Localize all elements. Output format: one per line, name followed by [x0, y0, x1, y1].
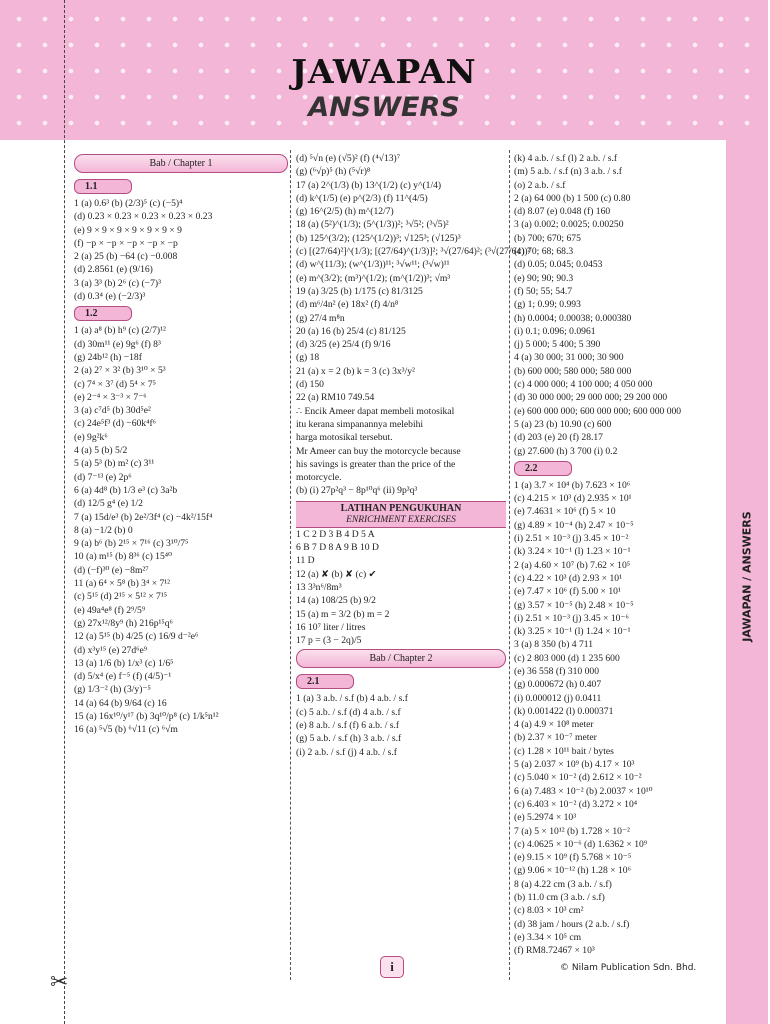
answer-line: 10 (a) m¹⁵ (b) 8³⁶ (c) 15⁴⁰ [74, 551, 172, 563]
answer-line: (i) 2 a.b. / s.f (j) 4 a.b. / s.f [296, 746, 397, 758]
answer-line: (c) 8.03 × 10³ cm² [514, 905, 584, 917]
section-label: 1.1 [74, 179, 132, 194]
answer-line: (g) 18 [296, 352, 320, 364]
answer-line: 3 (a) 8 350 (b) 4 711 [514, 639, 594, 651]
answer-line: (c) 4.0625 × 10⁻⁶ (d) 1.6362 × 10⁹ [514, 838, 648, 850]
answer-line: (h) 0.0004; 0.00038; 0.000380 [514, 312, 632, 324]
answer-line: itu kerana simpanannya melebihi [296, 418, 424, 430]
answer-line: 12 (a) ✘ (b) ✘ (c) ✔ [296, 568, 377, 580]
answer-line: (g) 5 a.b. / s.f (h) 3 a.b. / s.f [296, 733, 402, 745]
enrichment-subtitle: ENRICHMENT EXERCISES [346, 514, 456, 525]
answer-line: (d) 30 000 000; 29 000 000; 29 200 000 [514, 392, 668, 404]
answer-line: (e) 90; 90; 90.3 [514, 272, 574, 284]
answer-line: Mr Ameer can buy the motorcycle because [296, 445, 461, 457]
answer-line: (c) 7⁴ × 3⁷ (d) 5⁴ × 7⁵ [74, 378, 157, 390]
answer-line: (k) 4 a.b. / s.f (l) 2 a.b. / s.f [514, 153, 618, 164]
answer-line: 1 (a) 3 a.b. / s.f (b) 4 a.b. / s.f [296, 693, 408, 705]
answer-line: (e) 3.34 × 10⁵ cm [514, 931, 582, 943]
answer-line: 17 (a) 2^(1/3) (b) 13^(1/2) (c) y^(1/4) [296, 179, 442, 191]
header-banner [0, 0, 768, 140]
answer-line: 9 (a) b⁶ (b) 2¹⁵ × 7¹⁶ (c) 3¹⁰/7⁵ [74, 538, 189, 550]
answer-line: 1 C 2 D 3 B 4 D 5 A [296, 528, 375, 540]
answer-line: (i) 2.51 × 10⁻³ (j) 3.45 × 10⁻² [514, 533, 629, 545]
answer-line: 16 10⁷ liter / litres [296, 621, 366, 633]
answer-line: (c) [(27/64)²]^(1/3); [(27/64)^(1/3)]²; ³√(27/64)²; (³√(27/64))² [296, 246, 531, 258]
answer-line: 14 (a) 108/25 (b) 9/2 [296, 595, 376, 607]
answer-line: (d) x³y¹⁵ (e) 27d⁶e⁹ [74, 644, 148, 656]
answer-line: (k) 3.24 × 10⁻¹ (l) 1.23 × 10⁻¹ [514, 546, 631, 558]
answer-line: (j) 5 000; 5 400; 5 390 [514, 339, 601, 351]
answer-line: (d) 0.23 × 0.23 × 0.23 × 0.23 × 0.23 [74, 211, 213, 223]
answer-line: (c) 5 a.b. / s.f (d) 4 a.b. / s.f [296, 706, 401, 718]
answer-line: 14 (a) 64 (b) 9/64 (c) 16 [74, 697, 167, 709]
answer-line: (o) 2 a.b. / s.f [514, 179, 566, 191]
answer-line: (c) 5.040 × 10⁻² (d) 2.612 × 10⁻² [514, 772, 642, 784]
answer-line: 15 (a) 16x¹⁰/y¹⁷ (b) 3q¹⁰/p⁸ (c) 1/k⁵n¹² [74, 710, 219, 722]
section-label: 1.2 [74, 306, 132, 321]
cut-line [64, 0, 65, 1024]
answer-line: 16 (a) ⁵√5 (b) ⁶√11 (c) ⁶√m [74, 724, 178, 736]
answer-line: 7 (a) 5 × 10¹² (b) 1.728 × 10⁻² [514, 825, 630, 837]
answer-line: (d) k^(1/5) (e) p^(2/3) (f) 11^(4/5) [296, 192, 428, 204]
answer-line: (m) 5 a.b. / s.f (n) 3 a.b. / s.f [514, 166, 622, 178]
scissors-icon: ✂ [50, 970, 69, 995]
answer-line: 2 (a) 25 (b) −64 (c) −0.008 [74, 251, 178, 263]
answers-column-1 [74, 152, 288, 737]
answer-line: 13 (a) 1/6 (b) 1/x³ (c) 1/6⁵ [74, 657, 174, 669]
answer-line: (i) 0.000012 (j) 0.0411 [514, 692, 602, 704]
answer-line: (d) 0.05; 0.045; 0.0453 [514, 259, 603, 271]
answer-line: 6 (a) 7.483 × 10⁻² (b) 2.0037 × 10¹⁰ [514, 785, 653, 797]
answer-line: (e) 7.47 × 10⁶ (f) 5.00 × 10¹ [514, 586, 621, 598]
answer-line: (i) 0.1; 0.096; 0.0961 [514, 325, 596, 337]
answer-line: (g) 27/4 m⁸n [296, 312, 345, 324]
answer-line: 21 (a) x = 2 (b) k = 3 (c) 3x³/y² [296, 365, 415, 377]
answer-line: (d) 0.3⁴ (e) (−2/3)³ [74, 291, 146, 303]
answer-line: (d) 7⁻¹³ (e) 2p⁶ [74, 471, 132, 483]
chapter-header: Bab / Chapter 1 [74, 154, 288, 173]
answer-line: (g) 1; 0.99; 0.993 [514, 299, 581, 311]
copyright: © Nilam Publication Sdn. Bhd. [560, 963, 697, 973]
enrichment-title: LATIHAN PENGUKUHAN [340, 502, 462, 514]
answer-line: 3 (a) 0.002; 0.0025; 0.00250 [514, 219, 624, 231]
answer-line: (g) 27x¹²/8y⁹ (h) 216p¹⁵q⁶ [74, 617, 173, 629]
answer-line: (d) ⁵√n (e) (√5)² (f) (⁴√13)⁷ [296, 153, 401, 164]
side-tab-label: JAWAPAN / ANSWERS [740, 511, 754, 642]
section-label: 2.1 [296, 674, 354, 689]
column-divider [509, 150, 510, 980]
answer-line: 8 (a) 4.22 cm (3 a.b. / s.f) [514, 878, 612, 890]
answer-line: (b) 125^(3/2); (125^(1/2))³; √125³; (√125)³ [296, 232, 461, 244]
answer-line: (g) 9.06 × 10⁻¹² (h) 1.28 × 10⁶ [514, 865, 631, 877]
answer-line: 3 (a) 3³ (b) 2⁶ (c) (−7)³ [74, 277, 161, 289]
answer-line: (e) 7.4631 × 10⁶ (f) 5 × 10 [514, 506, 616, 518]
answer-line: (k) 0.001422 (l) 0.000371 [514, 705, 614, 717]
answer-line: 5 (a) 23 (b) 10.90 (c) 600 [514, 418, 612, 430]
answer-line: 18 (a) (5²)^(1/3); (5^(1/3))²; ³√5²; (³√5)² [296, 219, 449, 231]
answer-line: 4 (a) 5 (b) 5/2 [74, 445, 128, 457]
answer-line: (e) 9.15 × 10⁹ (f) 5.768 × 10⁻⁵ [514, 852, 632, 864]
answer-line: (e) 49a⁴e⁸ (f) 2⁹/5⁹ [74, 604, 146, 616]
answer-line: (b) 2.37 × 10⁻⁷ meter [514, 732, 597, 744]
answer-line: (d) 5/x⁴ (e) f⁻⁵ (f) (4/5)⁻¹ [74, 671, 172, 683]
page-number: i [380, 956, 404, 978]
page-title: JAWAPAN [291, 52, 477, 91]
answer-line: (g) 3.57 × 10⁻⁵ (h) 2.48 × 10⁻⁵ [514, 599, 634, 611]
answer-line: ∴ Encik Ameer dapat membeli motosikal [296, 405, 455, 417]
answers-column-2 [296, 152, 531, 759]
answer-line: (c) 4.215 × 10³ (d) 2.935 × 10¹ [514, 493, 632, 505]
answer-line: (e) 8 a.b. / s.f (f) 6 a.b. / s.f [296, 719, 400, 731]
answer-line: (d) 203 (e) 20 (f) 28.17 [514, 432, 603, 444]
column-divider [290, 150, 291, 980]
answer-line: (b) 600 000; 580 000; 580 000 [514, 365, 632, 377]
answer-line: 11 (a) 6⁴ × 5⁸ (b) 3⁴ × 7¹² [74, 578, 171, 590]
answer-line: (k) 3.25 × 10⁻¹ (l) 1.24 × 10⁻¹ [514, 626, 631, 638]
answer-line: (f) −p × −p × −p × −p × −p [74, 237, 178, 249]
answer-line: (e) 600 000 000; 600 000 000; 600 000 000 [514, 405, 682, 417]
answer-line: (c) 4.22 × 10³ (d) 2.93 × 10¹ [514, 572, 622, 584]
answer-line: (c) 5¹⁵ (d) 2¹⁵ × 5¹² × 7¹⁵ [74, 591, 168, 603]
answer-line: 1 (a) 0.6³ (b) (2/3)⁵ (c) (−5)⁴ [74, 198, 183, 209]
answer-line: 2 (a) 2⁷ × 3² (b) 3¹⁰ × 5³ [74, 365, 166, 377]
answer-line: (c) 24e⁵f³ (d) −60k⁴f⁶ [74, 418, 156, 430]
answer-line: (g) 1/3⁻² (h) (3/y)⁻⁵ [74, 684, 151, 696]
answer-line: 19 (a) 3/25 (b) 1/175 (c) 81/3125 [296, 285, 423, 297]
answer-line: (d) w^(11/3); (w^(1/3))¹¹; ³√w¹¹; (³√w)¹¹ [296, 259, 450, 271]
answer-line: (e) 9 × 9 × 9 × 9 × 9 × 9 × 9 [74, 224, 182, 236]
answer-line: (e) 2⁻⁴ × 3⁻³ × 7⁻⁶ [74, 391, 147, 403]
page-subtitle: ANSWERS [308, 92, 460, 123]
answer-line: (i) 2.51 × 10⁻³ (j) 3.45 × 10⁻⁶ [514, 612, 629, 624]
answer-line: (d) 12/5 g⁴ (e) 1/2 [74, 498, 143, 510]
answer-line: 4 (a) 4.9 × 10⁸ meter [514, 719, 594, 731]
answer-line: (b) (i) 27p²q³ − 8p¹⁰q⁶ (ii) 9p³q³ [296, 485, 418, 497]
answer-line: (b) 700; 670; 675 [514, 232, 581, 244]
answer-line: 6 B 7 D 8 A 9 B 10 D [296, 542, 379, 554]
answer-line: (d) 3/25 (e) 25/4 (f) 9/16 [296, 339, 391, 351]
answer-line: (c) 6.403 × 10⁻² (d) 3.272 × 10⁴ [514, 798, 638, 810]
answer-line: (f) RM8.72467 × 10³ [514, 945, 595, 957]
answer-line: (g) 24b¹² (h) −18f [74, 351, 142, 363]
answer-line: (d) (−f)³⁰ (e) −8m²⁷ [74, 564, 149, 576]
answer-line: (d) 150 [296, 379, 324, 391]
enrichment-header [296, 501, 506, 528]
answer-line: 1 (a) a⁸ (b) h⁹ (c) (2/7)¹² [74, 325, 166, 337]
answer-line: (d) 2.8561 (e) (9/16) [74, 264, 153, 276]
answer-line: (e) m^(3/2); (m³)^(1/2); (m^(1/2))³; √m³ [296, 272, 451, 284]
answer-line: 6 (a) 4d⁸ (b) 1/3 e³ (c) 3a²b [74, 484, 178, 496]
answer-line: 20 (a) 16 (b) 25/4 (c) 81/125 [296, 325, 406, 337]
answer-line: (c) 4 000 000; 4 100 000; 4 050 000 [514, 379, 653, 391]
answer-line: (e) 9g²k⁶ [74, 431, 108, 443]
answer-line: 5 (a) 5³ (b) m² (c) 3¹¹ [74, 458, 155, 470]
answer-line: (g) 4.89 × 10⁻⁴ (h) 2.47 × 10⁻⁵ [514, 519, 634, 531]
answer-line: 2 (a) 4.60 × 10⁷ (b) 7.62 × 10⁵ [514, 559, 631, 571]
answer-line: harga motosikal tersebut. [296, 432, 393, 444]
answer-line: 11 D [296, 555, 315, 567]
answer-line: (d) 8.07 (e) 0.048 (f) 160 [514, 206, 611, 218]
answer-line: 3 (a) c⁷d⁵ (b) 30d⁵e² [74, 405, 151, 417]
answer-line: his savings is greater than the price of the [296, 458, 456, 470]
answers-column-3 [514, 152, 722, 958]
answer-line: 13 3³n⁶/8m³ [296, 581, 342, 593]
answer-line: (g) 16^(2/5) (h) m^(12/7) [296, 206, 394, 218]
answer-line: (d) 38 jam / hours (2 a.b. / s.f) [514, 918, 630, 930]
chapter-header: Bab / Chapter 2 [296, 649, 506, 668]
answer-line: 12 (a) 5¹⁵ (b) 4/25 (c) 16/9 d⁻²e⁶ [74, 631, 199, 643]
answer-line: (e) 5.2974 × 10³ [514, 812, 577, 824]
answer-line: 17 p = (3 − 2q)/5 [296, 635, 362, 647]
section-label: 2.2 [514, 461, 572, 476]
answer-line: (b) 11.0 cm (3 a.b. / s.f) [514, 892, 605, 904]
answer-line: (e) 36 558 (f) 310 000 [514, 665, 599, 677]
answer-line: 5 (a) 2.037 × 10⁹ (b) 4.17 × 10³ [514, 759, 635, 771]
answer-line: 4 (a) 30 000; 31 000; 30 900 [514, 352, 624, 364]
answer-line: (d) 30m¹¹ (e) 9g⁶ (f) 8³ [74, 338, 161, 350]
answer-line: (c) 1.28 × 10¹¹ bait / bytes [514, 745, 614, 757]
answer-line: (g) 0.000672 (h) 0.407 [514, 679, 602, 691]
answer-line: 1 (a) 3.7 × 10⁴ (b) 7.623 × 10⁶ [514, 479, 631, 491]
answer-line: 2 (a) 64 000 (b) 1 500 (c) 0.80 [514, 192, 631, 204]
answer-line: (g) (⁶√p)⁵ (h) (⁵√r)⁸ [296, 166, 371, 178]
answer-line: 15 (a) m = 3/2 (b) m = 2 [296, 608, 390, 620]
answer-line: (c) 2 803 000 (d) 1 235 600 [514, 652, 620, 664]
answer-line: 8 (a) −1/2 (b) 0 [74, 524, 133, 536]
answer-line: 22 (a) RM10 749.54 [296, 392, 375, 404]
answer-line: (g) 27.600 (h) 3 700 (i) 0.2 [514, 445, 618, 457]
answer-line: 7 (a) 15d/e³ (b) 2e²/3f⁴ (c) −4k²/15f⁴ [74, 511, 213, 523]
answer-line: (f) 50; 55; 54.7 [514, 285, 573, 297]
answer-line: motorcycle. [296, 472, 342, 484]
answer-line: (c) 70; 68; 68.3 [514, 246, 574, 258]
answer-line: (d) m⁶/4n² (e) 18x² (f) 4/n⁸ [296, 299, 399, 311]
